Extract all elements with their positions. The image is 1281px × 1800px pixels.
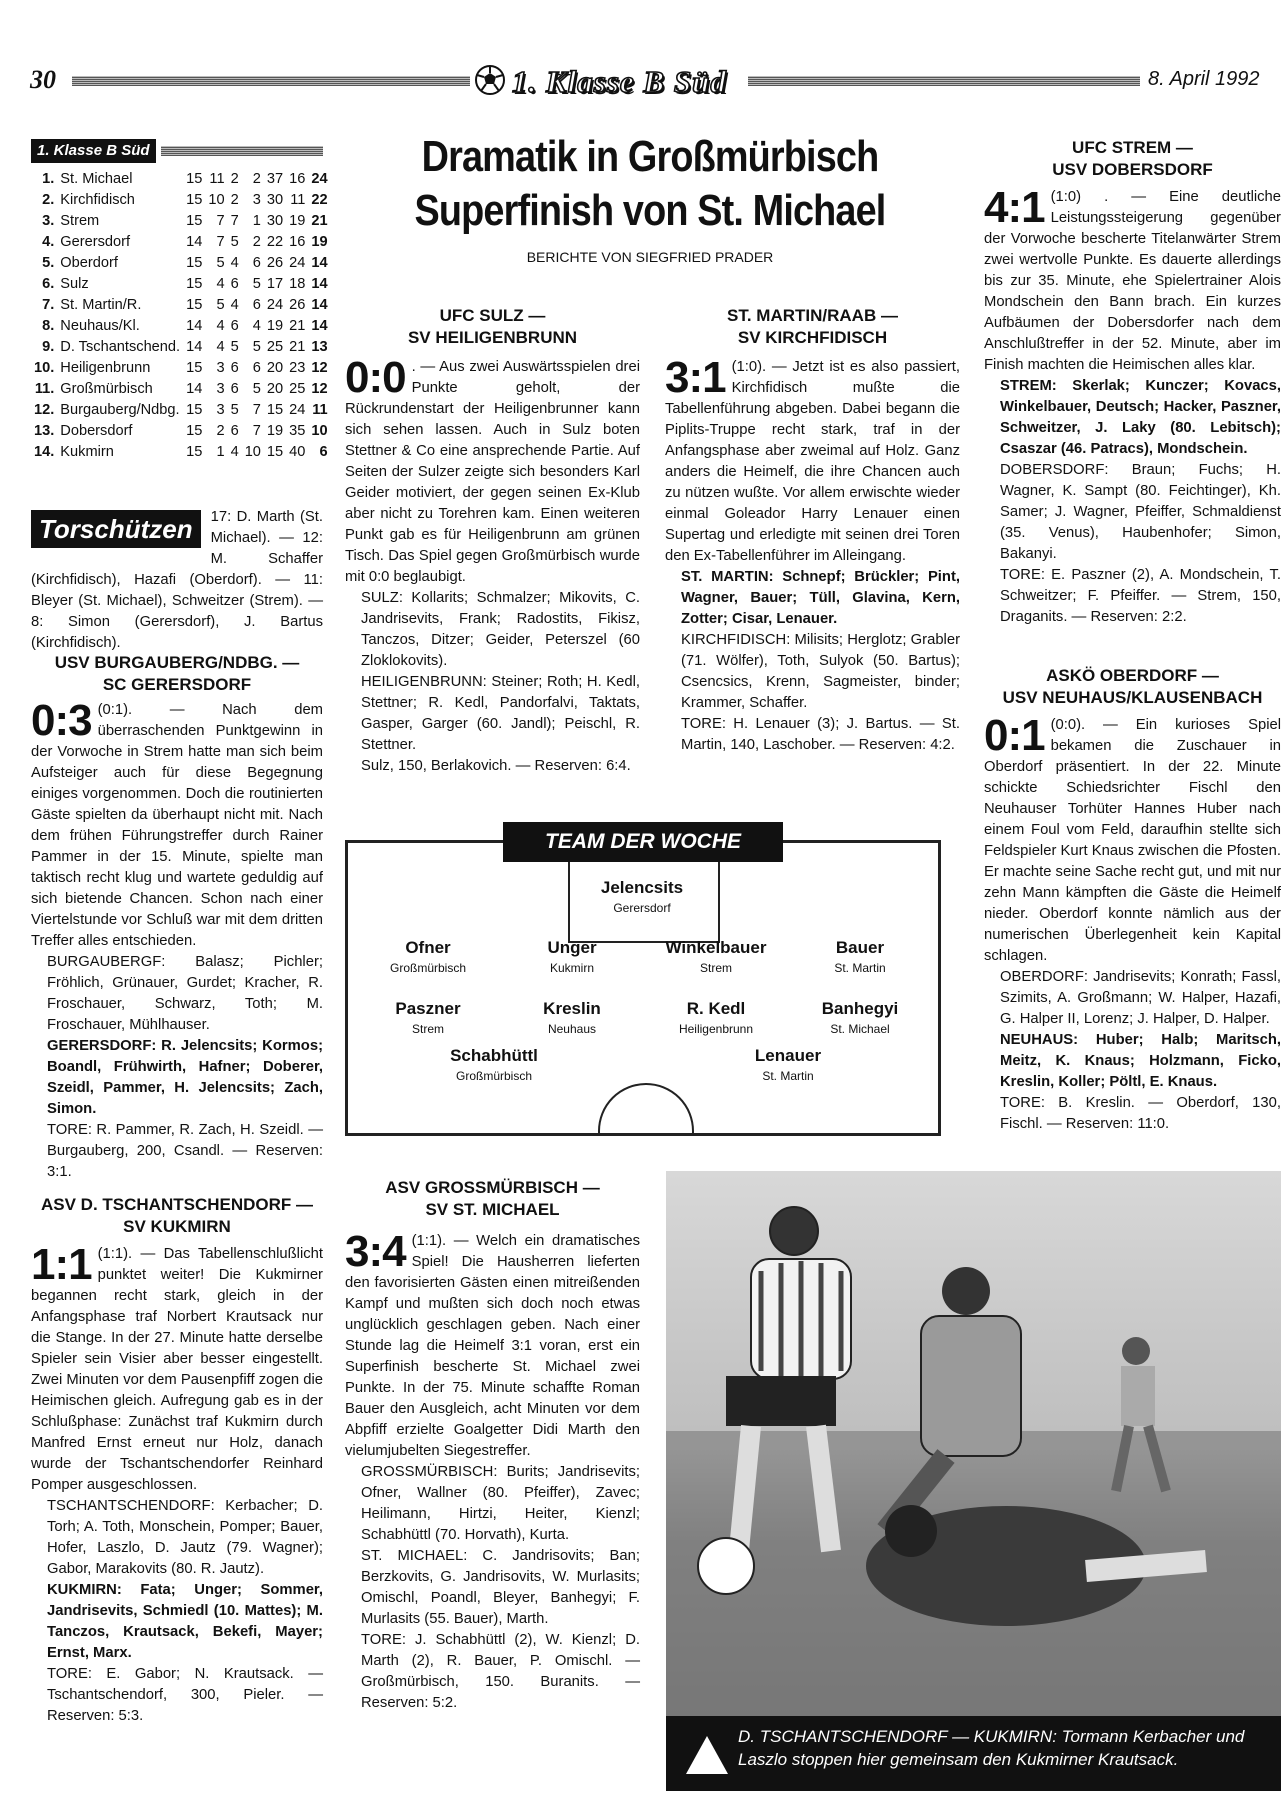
table-cell-d: 4 (230, 444, 239, 461)
article-title: ASV GROSSMÜRBISCH — SV ST. MICHAEL (385, 1178, 600, 1220)
player: R. Kedl Heiligenbrunn (678, 999, 754, 1037)
table-cell-rank: 1. (42, 171, 55, 188)
article-stmartin (665, 305, 960, 756)
goals: TORE: E. Gabor; N. Krautsack. — Tschantschendorf, 300, Pieler. — Reserven: 5:3. (47, 1666, 323, 1725)
table-cell-ga: 25 (289, 381, 306, 398)
player: Lenauer St. Martin (754, 1046, 822, 1084)
photo-caption: D. TSCHANTSCHENDORF — KUKMIRN: Tormann Kerbacher und Laszlo stoppen hier gemeinsam den Kukmirner Krautsack. (738, 1727, 1245, 1769)
article-title: UFC STREM — USV DOBERSDORF (1052, 138, 1213, 180)
headline-line2: Superfinish von St. Michael (414, 186, 886, 235)
table-cell-rank: 6. (42, 276, 55, 293)
table-cell-ga: 16 (289, 234, 306, 251)
table-cell-p: 15 (186, 255, 203, 272)
table-cell-club: St. Martin/R. (60, 297, 142, 314)
table-cell-d: 2 (230, 171, 239, 188)
table-cell-d: 7 (230, 213, 239, 230)
issue-date: 8. April 1992 (1148, 68, 1260, 90)
table-cell-p: 15 (186, 192, 203, 209)
score: 3:1 (665, 353, 726, 403)
headline (345, 130, 955, 268)
table-cell-d: 4 (230, 297, 239, 314)
table-cell-w: 11 (209, 171, 225, 188)
table-cell-w: 4 (216, 276, 225, 293)
table-cell-pts: 24 (311, 171, 328, 188)
table-row (31, 358, 331, 379)
lineup-home: STREM: Skerlak; Kunczer; Kovacs, Winkelbauer, Deutsch; Hacker, Paszner, Schweitzer, J. Laky (80. Lebitsch); Csaszar (46. Patracs), Mondschein. (1000, 378, 1281, 458)
headline-line1: Dramatik in Großmürbisch (421, 132, 879, 181)
table-cell-d: 2 (230, 192, 239, 209)
player: Kreslin Neuhaus (543, 999, 601, 1037)
table-cell-p: 15 (186, 276, 203, 293)
center-circle (598, 1083, 694, 1136)
table-cell-ga: 19 (289, 213, 306, 230)
triangle-icon (684, 1734, 730, 1776)
table-row (31, 379, 331, 400)
table-cell-pts: 6 (319, 444, 328, 461)
table-cell-g: 17 (266, 276, 284, 293)
table-cell-rank: 5. (42, 255, 55, 272)
table-cell-club: St. Michael (60, 171, 133, 188)
table-cell-g: 26 (266, 255, 284, 272)
table-cell-l: 4 (252, 318, 261, 335)
lineup-home: GROSSMÜRBISCH: Burits; Jandrisevits; Ofner, Wallner (80. Pfeiffer), Zavec; Heilimann, Hirtzi, Heiter, Kienzl; Schabhüttl (70. Horvath), Kurta. (361, 1464, 640, 1544)
header-rule-left (72, 76, 470, 86)
players-illustration-icon (666, 1171, 1281, 1716)
lineup-away: GERERSDORF: R. Jelencsits; Kormos; Boandl, Frühwirth, Hafner; Doberer, Szeidl, Pammer, H. Jelencsits; Zach, Simon. (47, 1038, 323, 1118)
table-cell-ga: 24 (289, 402, 306, 419)
table-cell-rank: 9. (42, 339, 55, 356)
score: 0:3 (31, 696, 92, 746)
lineup-away: NEUHAUS: Huber; Halb; Maritsch, Meitz, K. Knaus; Holzmann, Ficko, Kreslin, Koller; Pöltl, E. Knaus. (1000, 1032, 1281, 1091)
table-cell-rank: 8. (42, 318, 55, 335)
player: Bauer St. Martin (834, 938, 886, 976)
table-cell-p: 14 (186, 381, 203, 398)
table-cell-ga: 18 (289, 276, 306, 293)
table-cell-l: 10 (244, 444, 261, 461)
table-cell-g: 19 (266, 423, 284, 440)
goals: Sulz, 150, Berlakovich. — Reserven: 6:4. (361, 758, 631, 775)
table-cell-p: 14 (186, 234, 203, 251)
table-row (31, 442, 331, 463)
page-header (30, 62, 1281, 98)
table-cell-l: 7 (252, 423, 261, 440)
scorers-box (31, 507, 323, 654)
table-cell-w: 7 (216, 234, 225, 251)
table-cell-pts: 21 (311, 213, 328, 230)
table-cell-rank: 3. (42, 213, 55, 230)
table-cell-pts: 19 (311, 234, 328, 251)
table-cell-l: 5 (252, 339, 261, 356)
table-cell-g: 24 (266, 297, 284, 314)
table-cell-pts: 13 (311, 339, 328, 356)
article-body: 0:1 (0:0). — Ein kurioses Spiel bekamen die Zuschauer in Oberdorf präsentiert. In der 22. Minute schickte Schiedsrichter Fischl den Neuhauser Torhüter Hannes Huber nach einem Foul vom Feld, daraufhin stellte sich Feldspieler Kurt Knaus zwischen die Pfosten. Er machte seine Sache recht gut, und mit nur zehn Mann kämpften die Gäste die Heimelf nieder. Oberdorf konnte nämlich aus der numerischen Überlegenheit kein Kapital schlagen. (984, 711, 1281, 965)
table-cell-g: 15 (266, 402, 284, 419)
lineup-home: OBERDORF: Jandrisevits; Konrath; Fassl, Szimits, A. Großmann; W. Halper, Hazafi, G. Halper II, Lorenz; J. Halper, D. Halper. (1000, 969, 1281, 1028)
table-cell-g: 20 (266, 381, 284, 398)
table-cell-pts: 14 (311, 276, 328, 293)
table-cell-w: 2 (216, 423, 225, 440)
match-photo (666, 1171, 1281, 1791)
lineup-home: TSCHANTSCHENDORF: Kerbacher; D. Torh; A. Toth, Monschein, Pomper; Bauer, Hofer, Laszlo, D. Jautz (79. Wagner); Gabor, Marakovits (80. R. Jautz). (47, 1498, 323, 1578)
table-cell-p: 15 (186, 171, 203, 188)
table-cell-club: Kirchfidisch (60, 192, 135, 209)
table-cell-l: 6 (252, 255, 261, 272)
table-cell-d: 5 (230, 234, 239, 251)
scorers-lead: 17: D. Marth (St. Michael). (210, 509, 323, 546)
table-cell-club: Großmürbisch (60, 381, 153, 398)
table-cell-w: 7 (216, 213, 225, 230)
table-cell-p: 14 (186, 339, 203, 356)
table-cell-ga: 40 (289, 444, 306, 461)
table-cell-ga: 23 (289, 360, 306, 377)
article-title: ASKÖ OBERDORF — USV NEUHAUS/KLAUSENBACH (1002, 666, 1263, 708)
page-number: 30 (30, 65, 56, 94)
table-cell-g: 37 (266, 171, 284, 188)
score: 0:0 (345, 353, 406, 403)
lineup-away: KUKMIRN: Fata; Unger; Sommer, Jandrisevits, Schmiedl (10. Mattes); M. Tanczos, Krautsack, Bekefi, Mayer; Ernst, Marx. (47, 1582, 323, 1662)
table-cell-l: 2 (252, 234, 261, 251)
table-cell-rank: 11. (34, 381, 55, 398)
lineup-home: ST. MARTIN: Schnepf; Brückler; Pint, Wagner, Bauer; Tüll, Glavina, Kern, Zotter; Cisar, Lenauer. (681, 569, 960, 628)
table-cell-club: Burgauberg/Ndbg. (60, 402, 180, 419)
table-cell-g: 30 (266, 213, 284, 230)
table-cell-w: 3 (216, 360, 225, 377)
table-cell-l: 6 (252, 297, 261, 314)
article-title: USV BURGAUBERG/NDBG. — SC GERERSDORF (54, 653, 300, 695)
table-row (31, 400, 331, 421)
table-cell-pts: 12 (311, 360, 328, 377)
table-cell-l: 3 (252, 192, 261, 209)
table-cell-club: Heiligenbrunn (60, 360, 151, 377)
table-cell-g: 22 (266, 234, 284, 251)
team-of-week (345, 822, 941, 1136)
table-cell-club: Sulz (60, 276, 89, 293)
lineup-away: HEILIGENBRUNN: Steiner; Roth; H. Kedl, Stettner; R. Kedl, Pandorfalvi, Taktats, Gasper, Garger (60. Jandl); Peischl, R. Stettner. (361, 674, 640, 754)
table-cell-w: 3 (216, 381, 225, 398)
table-cell-club: D. Tschantschend. (60, 339, 181, 356)
player: Banhegyi St. Michael (821, 999, 899, 1037)
lineup-away: KIRCHFIDISCH: Milisits; Herglotz; Grabler (71. Wölfer), Toth, Sulyok (50. Bartus); Csencsics, Krenn, Sagmeister, binder; Krammer, Schaffer. (681, 632, 960, 712)
table-cell-d: 6 (230, 318, 239, 335)
table-cell-pts: 14 (311, 297, 328, 314)
player: Jelencsits Gerersdorf (600, 878, 684, 916)
article-body: 0:3 (0:1). — Nach dem überraschenden Punktgewinn in der Vorwoche in Strem hatte man sich beim Aufsteiger auch für diese Begegnung einiges vorgenommen. Doch die routinierten Gäste spielten da überhaupt nicht mit. Nach dem frühen Führungstreffer durch Rainer Pammer in der 15. Minute, spielte man taktisch recht klug und wartete geduldig auf sich bietende Chancen. Schon nach einer Viertelstunde vor Schluß war mit dem dritten Treffer alles entschieden. (31, 696, 323, 950)
section-title: 1. Klasse B Süd (512, 64, 727, 99)
byline: BERICHTE VON SIEGFRIED PRADER (526, 249, 774, 265)
table-row (31, 169, 331, 190)
score: 4:1 (984, 183, 1045, 233)
table-cell-club: Neuhaus/Kl. (60, 318, 140, 335)
table-cell-g: 20 (266, 360, 284, 377)
table-cell-ga: 11 (290, 192, 306, 209)
article-tschantschendorf (31, 1194, 323, 1727)
lineup-home: BURGAUBERGF: Balasz; Pichler; Fröhlich, Grünauer, Gurdet; Kracher, R. Froschauer, Schwarz, Toth; M. Froschauer, Mühlhauser. (47, 954, 323, 1034)
ball-icon (474, 64, 506, 103)
lineup-home: SULZ: Kollarits; Schmalzer; Mikovits, C. Jandrisevits, Frank; Radostits, Fikisz, Tanczos, Ditzer; Geider, Peterszel (60 Zloklokovits). (361, 590, 640, 670)
table-cell-d: 6 (230, 423, 239, 440)
table-cell-p: 15 (186, 297, 203, 314)
photo-caption-box (666, 1716, 1281, 1791)
table-cell-l: 1 (252, 213, 261, 230)
score: 1:1 (31, 1240, 92, 1290)
article-title: ASV D. TSCHANTSCHENDORF — SV KUKMIRN (40, 1195, 313, 1237)
table-row (31, 421, 331, 442)
table-cell-w: 5 (216, 255, 225, 272)
table-cell-pts: 12 (311, 381, 328, 398)
table-cell-club: Kukmirn (60, 444, 114, 461)
table-cell-d: 6 (230, 360, 239, 377)
table-title: 1. Klasse B Süd (31, 139, 156, 163)
table-cell-rank: 12. (34, 402, 55, 419)
table-row (31, 211, 331, 232)
table-cell-ga: 21 (289, 318, 306, 335)
table-cell-l: 7 (252, 402, 261, 419)
table-cell-p: 15 (186, 423, 203, 440)
table-cell-p: 15 (186, 213, 203, 230)
table-cell-l: 5 (252, 381, 261, 398)
table-cell-rank: 2. (42, 192, 55, 209)
goals: TORE: J. Schabhüttl (2), W. Kienzl; D. Marth (2), R. Bauer, P. Omischl. — Großmürbisch, 150. Buranits. — Reserven: 5:2. (361, 1632, 640, 1712)
table-cell-p: 14 (186, 318, 203, 335)
article-body: 1:1 (1:1). — Das Tabellenschlußlicht punktet weiter! Die Kukmirner begannen recht stark, gleich in der Anfangsphase traf Norbert Krautsack nur die Stange. In der 27. Minute hatte derselbe Spieler sein Visier aber besser eingestellt. Zwei Minuten vor dem Pausenpfiff zogen die Heimischen gleich. Aufregung gab es in der Schlußphase: Zunächst traf Kukmirn durch Manfred Ernst erneut nur Holz, danach wurde der Tschantschendorfer Reinhard Pomper ausgeschlossen. (31, 1240, 323, 1494)
article-title: ST. MARTIN/RAAB — SV KIRCHFIDISCH (727, 306, 898, 348)
player: Unger Kukmirn (547, 938, 597, 976)
table-cell-pts: 10 (311, 423, 328, 440)
player: Ofner Großmürbisch (389, 938, 466, 976)
article-body: 3:1 (1:0). — Jetzt ist es also passiert, Kirchfidisch mußte die Tabellenführung abgeben. Dabei begann die Piplits-Truppe recht stark, traf in der Anfangsphase aber zweimal auf Holz. Ganz anders die Heimelf, die ihre Chancen auch zu nützen wußte. Vor allem erwischte wieder einmal Goleador Harry Lenauer einen Supertag und erledigte mit seinen drei Toren den Ex-Tabellenführer im Alleingang. (665, 353, 960, 565)
table-cell-pts: 11 (312, 402, 328, 419)
goals: TORE: H. Lenauer (3); J. Bartus. — St. Martin, 140, Laschober. — Reserven: 4:2. (681, 716, 960, 754)
table-cell-w: 1 (216, 444, 225, 461)
article-body: 0:0 . — Aus zwei Auswärtsspielen drei Punkte geholt, der Rückrundenstart der Heiligenbrunner kann sich sehen lassen. Auch in Sulz boten Stettner & Co eine ansprechende Partie. Auf Seiten der Sulzer zeigte sich besonders Karl Geider motiviert, der gegen seinen Ex-Klub aber nicht zu Torehren kam. Einen weiteren Punkt gab es für Heiligenbrunn am grünen Tisch. Das Spiel gegen Großmürbisch wurde mit 0:0 beglaubigt. (345, 353, 640, 586)
table-cell-pts: 22 (311, 192, 328, 209)
player: Winkelbauer Strem (665, 938, 767, 976)
table-cell-ga: 26 (289, 297, 306, 314)
table-cell-d: 4 (230, 255, 239, 272)
table-cell-club: Oberdorf (60, 255, 118, 272)
table-cell-ga: 35 (289, 423, 306, 440)
table-cell-ga: 16 (289, 171, 306, 188)
league-table (31, 139, 328, 463)
table-cell-d: 5 (230, 339, 239, 356)
table-cell-ga: 24 (289, 255, 306, 272)
article-burgauberg (31, 652, 323, 1183)
score: 0:1 (984, 711, 1045, 761)
table-cell-p: 15 (186, 444, 203, 461)
table-cell-d: 6 (230, 381, 239, 398)
player: Schabhüttl Großmürbisch (450, 1046, 538, 1084)
table-cell-pts: 14 (311, 318, 328, 335)
goals: TORE: B. Kreslin. — Oberdorf, 130, Fischl. — Reserven: 11:0. (1000, 1095, 1281, 1133)
article-grossmuerbisch (345, 1177, 640, 1714)
article-body: 4:1 (1:0) . — Eine deutliche Leistungssteigerung gegenüber der Vorwoche bescherte Titelanwärter Strem zwei wertvolle Punkte. Es dauerte allerdings bis zur 35. Minute, ehe Spielertrainer Alois Mondschein den Bann brach. Ein kurzes Aufbäumen der Dobersdorfer nach dem Anschlußtreffer in der 52. Minute, aber im Finish machten die Heimischen alles klar. (984, 183, 1281, 374)
table-cell-club: Strem (60, 213, 100, 230)
table-cell-w: 10 (208, 192, 225, 209)
scorers-title: Torschützen (31, 510, 201, 548)
header-rule-right (748, 76, 1140, 86)
table-cell-ga: 21 (289, 339, 306, 356)
table-cell-w: 5 (216, 297, 225, 314)
score: 3:4 (345, 1227, 406, 1277)
lineup-away: ST. MICHAEL: C. Jandrisovits; Ban; Berzkovits, G. Jandrisovits, W. Murlasits; Omischl, Poandl, Bleyer, Banhegyi; F. Murlasits (55. Bauer), Marth. (361, 1548, 640, 1628)
table-cell-g: 19 (266, 318, 284, 335)
table-cell-p: 15 (186, 402, 203, 419)
article-title: UFC SULZ — SV HEILIGENBRUNN (407, 306, 578, 348)
table-cell-rank: 4. (42, 234, 55, 251)
table-cell-g: 30 (266, 192, 284, 209)
table-cell-l: 6 (252, 360, 261, 377)
article-oberdorf (984, 665, 1281, 1135)
table-cell-rank: 7. (42, 297, 55, 314)
table-cell-rank: 13. (34, 423, 55, 440)
table-row (31, 337, 331, 358)
goals: TORE: E. Paszner (2), A. Mondschein, T. Schweitzer; F. Pfeiffer. — Strem, 150, Draganits. — Reserven: 2:2. (1000, 567, 1281, 626)
player: Paszner Strem (395, 999, 461, 1037)
table-cell-club: Dobersdorf (60, 423, 133, 440)
article-sulz (345, 305, 640, 777)
article-body: 3:4 (1:1). — Welch ein dramatisches Spiel! Die Hausherren lieferten den favorisierten Gästen einen mitreißenden Kampf und mußten sich doch noch etwas unglücklich geschlagen geben. Nach einer Stunde lag die Heimelf 3:1 voran, erst ein Superfinish bescherte St. Michael zwei Punkte. In der 75. Minute schaffte Roman Bauer den Ausgleich, acht Minuten vor dem Abpfiff erzielte Goalgetter Didi Marth den vielumjubelten Siegestreffer. (345, 1227, 640, 1460)
table-row (31, 274, 331, 295)
table-cell-l: 2 (252, 171, 261, 188)
table-cell-l: 5 (252, 276, 261, 293)
table-cell-w: 4 (216, 318, 225, 335)
lineup-away: DOBERSDORF: Braun; Fuchs; H. Wagner, K. Sampt (80. Feichtinger), Kh. Samer; J. Wagner, Pfeiffer, Schmaldienst (35. Venus), Haubenhofer; Simon, Bakanyi. (1000, 462, 1281, 563)
table-cell-g: 25 (266, 339, 284, 356)
article-strem (984, 137, 1281, 628)
table-cell-g: 15 (266, 444, 284, 461)
standings-table (31, 169, 331, 463)
table-cell-w: 4 (216, 339, 225, 356)
table-row (31, 190, 331, 211)
table-cell-d: 6 (230, 276, 239, 293)
table-row (31, 316, 331, 337)
goals: TORE: R. Pammer, R. Zach, H. Szeidl. — Burgauberg, 200, Csandl. — Reserven: 3:1. (47, 1122, 323, 1181)
table-row (31, 295, 331, 316)
table-cell-d: 5 (230, 402, 239, 419)
table-row (31, 253, 331, 274)
table-cell-w: 3 (216, 402, 225, 419)
table-cell-club: Gerersdorf (60, 234, 131, 251)
table-cell-rank: 14. (34, 444, 55, 461)
team-title: TEAM DER WOCHE (503, 822, 783, 862)
table-row (31, 232, 331, 253)
table-cell-pts: 14 (311, 255, 328, 272)
scorers-body: — 12: M. Schaffer (Kirchfidisch), Hazafi (Oberdorf). — 11: Bleyer (St. Michael), Schweitzer (Strem). — 8: Simon (Gerersdorf), J. Bartus (Kirchfidisch). (31, 530, 323, 651)
table-header (31, 139, 323, 163)
table-cell-rank: 10. (34, 360, 55, 377)
table-cell-p: 15 (186, 360, 203, 377)
